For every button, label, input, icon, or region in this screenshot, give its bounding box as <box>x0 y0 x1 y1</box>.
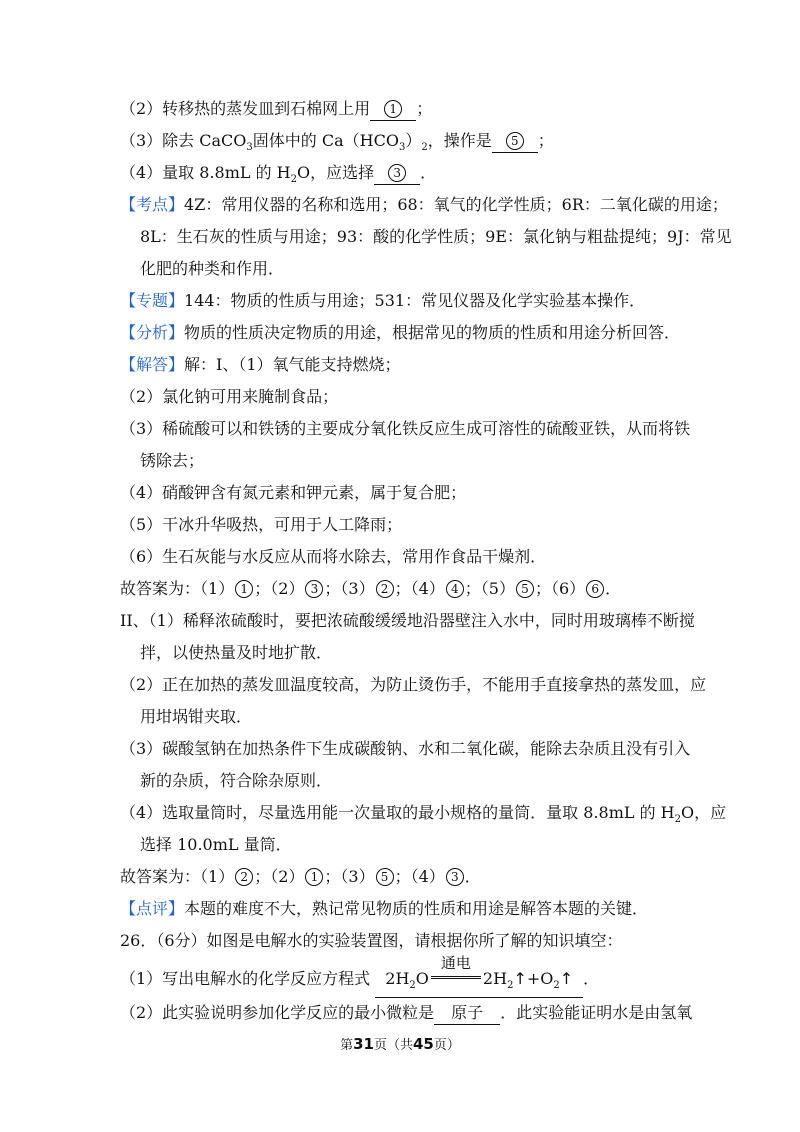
part2-3: （3）碳酸氢钠在加热条件下生成碳酸钠、水和二氧化碳，能除去杂质且没有引入 <box>120 739 691 758</box>
zhuanti-tag: 【专题】 <box>120 291 185 310</box>
part2-4-cont: 选择 10.0mL 量筒． <box>140 835 292 854</box>
circled-number: 3 <box>446 868 464 886</box>
answer-5: （5）干冰升华吸热，可用于人工降雨； <box>120 515 403 534</box>
dianping-tag: 【点评】 <box>120 899 185 918</box>
answer-4: （4）硝酸钾含有氮元素和钾元素，属于复合肥； <box>120 483 467 502</box>
kaodian-line-3: 化肥的种类和作用． <box>140 259 285 278</box>
circled-number: 3 <box>305 580 323 598</box>
circled-number: 5 <box>506 132 524 150</box>
page-number: 31 <box>353 1035 374 1053</box>
circled-number: 2 <box>235 868 253 886</box>
answer-2: （2）氯化钠可用来腌制食品； <box>120 387 339 406</box>
zhuanti-line: 【专题】144：物质的性质与用途；531：常见仪器及化学实验基本操作． <box>120 291 646 310</box>
jieda-tag: 【解答】 <box>120 355 185 374</box>
question-26-2: （2）此实验说明参加化学反应的最小微粒是 原子 ．此实验能证明水是由氢氧 <box>120 1002 692 1025</box>
part2-2: （2）正在加热的蒸发皿温度较高，为防止烫伤手，不能用手直接拿热的蒸发皿，应 <box>120 675 707 694</box>
part2-1: II、（1）稀释浓硫酸时，要把浓硫酸缓缓地沿器壁注入水中，同时用玻璃棒不断搅 <box>120 611 695 630</box>
circled-number: 1 <box>305 868 323 886</box>
answer-blank: 原子 <box>434 1002 500 1025</box>
circled-number: 1 <box>384 100 402 118</box>
kaodian-line-2: 8L：生石灰的性质与用途；93：酸的化学性质；9E：氯化钠与粗盐提纯；9J：常见 <box>140 227 732 246</box>
answer-6: （6）生石灰能与水反应从而将水除去，常用作食品干燥剂． <box>120 547 547 566</box>
line-q3: （3）除去 CaCO$_3$固体中的 $Ca(HCO_3)_2$，操作是 5 ； <box>120 131 554 154</box>
circled-number: 6 <box>586 580 604 598</box>
fenxi-tag: 【分析】 <box>120 323 185 342</box>
answer-blank <box>492 130 538 153</box>
answer-summary-1: 故答案为：（1） 1 ；（2） 3 ；（3） 2 ；（4） 4 ；（5） 5 ；（6） 6 ． <box>120 579 622 598</box>
page-footer: 第31页（共45页） <box>340 1035 460 1053</box>
part2-3-cont: 新的杂质，符合除杂原则． <box>140 771 333 790</box>
part2-2-cont: 用坩埚钳夹取． <box>140 707 253 726</box>
kaodian-tag: 【考点】 <box>120 195 185 214</box>
dianping-line: 【点评】本题的难度不大，熟记常见物质的性质和用途是解答本题的关键． <box>120 899 649 918</box>
answer-blank <box>370 98 416 121</box>
jieda-line: 【解答】解：I、（1）氧气能支持燃烧； <box>120 355 401 374</box>
gas-up-arrow-icon: ↑ <box>559 969 574 988</box>
equation-blank: $2H_2O$ 通电 $2H_2↑+O_2↑$ <box>375 968 583 998</box>
line-q4: （4）量取 8.8mL 的 $H_2O$，应选择 3 ． <box>120 163 437 186</box>
circled-number: 4 <box>446 580 464 598</box>
total-pages: 45 <box>413 1035 434 1053</box>
gas-up-arrow-icon: ↑ <box>513 969 527 988</box>
circled-number: 5 <box>516 580 534 598</box>
line-q2: （2）转移热的蒸发皿到石棉网上用 1 ； <box>120 98 432 121</box>
part2-1-cont: 拌，以使热量及时地扩散． <box>140 643 333 662</box>
question-26: 26．（6分）如图是电解水的实验装置图，请根据你所了解的知识填空： <box>120 931 623 950</box>
fenxi-line: 【分析】物质的性质决定物质的用途，根据常见的物质的性质和用途分析回答． <box>120 323 681 342</box>
part2-4: （4）选取量筒时，尽量选用能一次量取的最小规格的量筒．量取 8.8mL 的 $H_2O$，应 <box>120 803 727 826</box>
question-26-1: （1）写出电解水的化学反应方程式 $2H_2O$ 通电 $2H_2↑+O_2↑$ ． <box>120 968 599 998</box>
answer-3-cont: 锈除去； <box>140 451 205 470</box>
reaction-condition: 通电 <box>429 968 483 990</box>
circled-number: 5 <box>376 868 394 886</box>
circled-number: 1 <box>235 580 253 598</box>
answer-blank <box>374 162 420 185</box>
circled-number: 3 <box>388 164 406 182</box>
answer-3: （3）稀硫酸可以和铁锈的主要成分氧化铁反应生成可溶性的硫酸亚铁，从而将铁 <box>120 419 691 438</box>
circled-number: 2 <box>376 580 394 598</box>
answer-summary-2: 故答案为：（1） 2 ；（2） 1 ；（3） 5 ；（4） 3 ． <box>120 867 481 886</box>
kaodian-line: 【考点】4Z：常用仪器的名称和选用；68：氧气的化学性质；6R：二氧化碳的用途； <box>120 195 728 214</box>
